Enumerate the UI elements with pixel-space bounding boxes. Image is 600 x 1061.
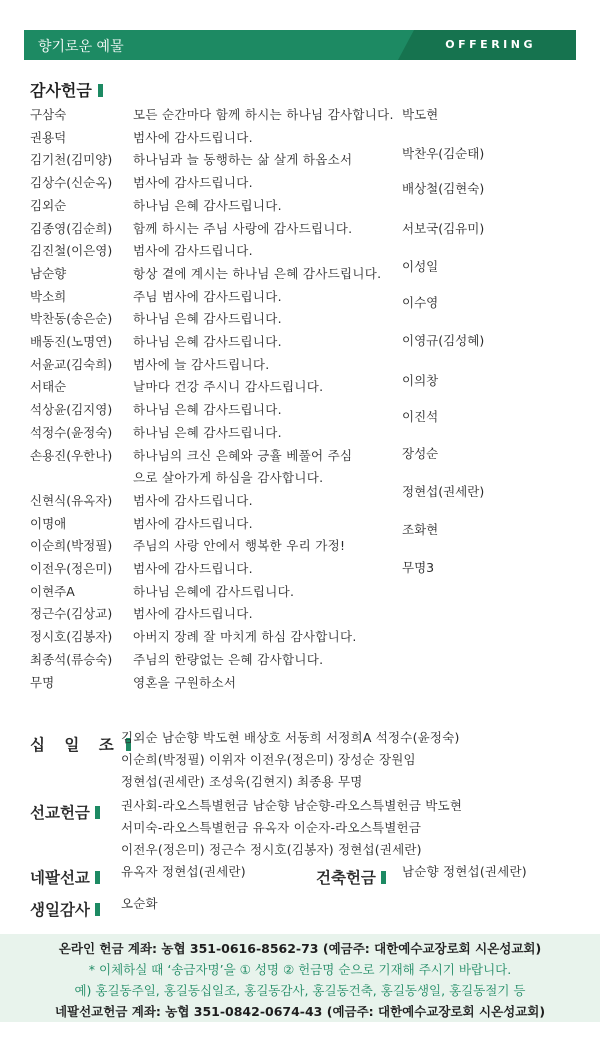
thanks-message: 함께 하시는 주님 사랑에 감사드립니다. bbox=[133, 220, 353, 236]
banner-title: 향기로운 예물 bbox=[38, 39, 124, 55]
donor-name: 신현식(유옥자) bbox=[30, 492, 113, 508]
donor-name: 김기천(김미양) bbox=[30, 152, 113, 168]
section-title-tithe bbox=[30, 733, 131, 755]
thanks-row bbox=[0, 581, 400, 603]
donor-name: 최종석(류승숙) bbox=[30, 651, 113, 667]
thanks-message: 하나님 은혜에 감사드립니다. bbox=[133, 583, 295, 599]
thanks-row bbox=[0, 286, 400, 308]
building-title-text: 건축헌금 bbox=[316, 869, 376, 887]
title-marker bbox=[95, 903, 100, 916]
donor-name: 무명 bbox=[30, 674, 55, 690]
building-value: 남순향 정현섭(권세란) bbox=[402, 864, 527, 879]
donor-name: 이수영 bbox=[402, 295, 439, 310]
transfer-note: * 이체하실 때 ‘송금자명’을 ① 성명 ② 헌금명 순으로 기재해 주시기 바랍니다. bbox=[88, 962, 512, 977]
mission-title-text: 선교헌금 bbox=[30, 804, 90, 822]
thanks-message: 범사에 감사드립니다. bbox=[133, 175, 253, 191]
thanks-row bbox=[0, 558, 400, 580]
mission-line-1: 권사회-라오스특별헌금 남순향 남순향-라오스특별헌금 박도현 bbox=[121, 798, 463, 813]
birthday-value: 오순화 bbox=[121, 896, 158, 911]
donor-name: 장성순 bbox=[402, 446, 439, 461]
donor-name: 권용덕 bbox=[30, 129, 67, 145]
section-title-birthday bbox=[30, 898, 100, 920]
donor-name: 무명3 bbox=[402, 560, 435, 575]
donor-name: 이명애 bbox=[30, 515, 67, 531]
thanks-row bbox=[0, 490, 400, 512]
transfer-example: 예) 홍길동주일, 홍길동십일조, 홍길동감사, 홍길동건축, 홍길동생일, 홍길동절기 등 bbox=[74, 983, 526, 998]
tithe-line-2: 이순희(박정필) 이위자 이전우(정은미) 장성순 장원임 bbox=[121, 752, 416, 767]
thanks-row bbox=[0, 195, 400, 217]
thanks-row bbox=[0, 172, 400, 194]
thanks-row bbox=[0, 218, 400, 240]
thanks-row bbox=[0, 240, 400, 262]
thanks-row bbox=[0, 422, 400, 444]
title-marker bbox=[98, 84, 103, 97]
donor-name: 이현주A bbox=[30, 583, 75, 599]
donor-name: 이진석 bbox=[402, 409, 439, 424]
thanks-row bbox=[0, 513, 400, 535]
thanks-row bbox=[0, 354, 400, 376]
donor-name: 이전우(정은미) bbox=[30, 561, 113, 576]
thanks-message: 주님의 한량없는 은혜 감사합니다. bbox=[133, 651, 324, 667]
donor-name: 김종영(김순희) bbox=[30, 220, 113, 236]
thanks-row bbox=[0, 603, 400, 625]
thanks-message: 하나님 은혜 감사드립니다. bbox=[133, 311, 282, 327]
donor-name: 이순희(박정필) bbox=[30, 538, 113, 554]
thanks-row bbox=[0, 649, 400, 671]
thanks-row bbox=[0, 104, 400, 126]
donor-name: 김상수(신순옥) bbox=[30, 175, 113, 191]
thanks-message: 범사에 늘 감사드립니다. bbox=[133, 356, 270, 372]
donor-name: 석상윤(김지영) bbox=[30, 402, 113, 418]
donor-name: 이의창 bbox=[402, 373, 439, 388]
thanks-row bbox=[0, 263, 400, 285]
thanks-row bbox=[0, 399, 400, 421]
donor-name: 이영규(김성혜) bbox=[402, 333, 485, 348]
section-title-mission bbox=[30, 801, 100, 823]
thanks-message: 하나님의 크신 은혜와 긍휼 베풀어 주심 bbox=[133, 447, 353, 463]
thanks-message: 범사에 감사드립니다. bbox=[133, 243, 253, 259]
thanks-row bbox=[0, 149, 400, 171]
donor-name: 석정수(윤정숙) bbox=[30, 424, 113, 440]
nepal-account-line: 네팔선교헌금 계좌: 농협 351-0842-0674-43 (예금주: 대한예수교장로회 시온성교회) bbox=[54, 1004, 546, 1019]
donor-name: 박도현 bbox=[402, 107, 439, 122]
tithe-title-text: 십 일 조 bbox=[30, 736, 121, 754]
thanks-message: 범사에 감사드립니다. bbox=[133, 492, 253, 508]
title-marker bbox=[381, 871, 386, 884]
thanks-row bbox=[0, 127, 400, 149]
nepal-value: 유옥자 정현섭(권세란) bbox=[121, 864, 246, 879]
birthday-title-text: 생일감사 bbox=[30, 901, 90, 919]
title-marker bbox=[95, 871, 100, 884]
offering-banner bbox=[24, 30, 576, 60]
donor-name: 김외순 bbox=[30, 197, 67, 213]
donor-name: 박찬동(송은순) bbox=[30, 311, 113, 327]
donor-name: 서보국(김유미) bbox=[402, 221, 485, 236]
donor-name: 정근수(김상교) bbox=[30, 606, 113, 622]
thanks-message: 하나님 은혜 감사드립니다. bbox=[133, 424, 282, 440]
section-title-nepal bbox=[30, 866, 100, 888]
mission-line-2: 서미숙-라오스특별헌금 유옥자 이순자-라오스특별헌금 bbox=[121, 820, 422, 835]
donor-name: 이성일 bbox=[402, 259, 439, 274]
thanks-row bbox=[0, 535, 400, 557]
thanks-message: 하나님과 늘 동행하는 삶 살게 하옵소서 bbox=[133, 152, 353, 168]
thanks-row bbox=[0, 626, 400, 648]
account-info-box bbox=[0, 934, 600, 1022]
mission-line-3: 이전우(정은미) 정근수 정시호(김봉자) 정현섭(권세란) bbox=[121, 842, 422, 857]
section-title-thanks bbox=[30, 78, 103, 101]
tithe-line-3: 정현섭(권세란) 조성욱(김현지) 최종용 무명 bbox=[121, 774, 363, 789]
thanks-message: 모든 순간마다 함께 하시는 하나님 감사합니다. bbox=[133, 107, 394, 122]
thanks-message: 주님의 사랑 안에서 행복한 우리 가정! bbox=[133, 538, 346, 554]
donor-name: 김진철(이은영) bbox=[30, 243, 113, 259]
thanks-message: 범사에 감사드립니다. bbox=[133, 515, 253, 531]
donor-name: 손용진(우한나) bbox=[30, 447, 113, 463]
thanks-message: 주님 범사에 감사드립니다. bbox=[133, 288, 282, 304]
thanks-message: 하나님 은혜 감사드립니다. bbox=[133, 334, 282, 349]
thanks-message: 으로 살아가게 하심을 감사합니다. bbox=[133, 470, 324, 486]
thanks-message: 범사에 감사드립니다. bbox=[133, 561, 253, 576]
thanks-row bbox=[0, 308, 400, 330]
banner-subtitle: OFFERING bbox=[445, 38, 536, 51]
thanks-message: 하나님 은혜 감사드립니다. bbox=[133, 402, 282, 418]
thanks-title-text: 감사헌금 bbox=[30, 81, 92, 100]
donor-name: 남순향 bbox=[30, 265, 67, 281]
thanks-row bbox=[0, 467, 400, 489]
title-marker bbox=[95, 806, 100, 819]
donor-name: 서윤교(김숙희) bbox=[30, 356, 113, 372]
donor-name: 박찬우(김순태) bbox=[402, 146, 485, 161]
donor-name: 정현섭(권세란) bbox=[402, 484, 485, 499]
donor-name: 조화현 bbox=[402, 522, 439, 537]
donor-name: 서태순 bbox=[30, 379, 67, 395]
donor-name: 박소희 bbox=[30, 288, 67, 304]
donor-name: 배동진(노명연) bbox=[30, 334, 113, 349]
nepal-title-text: 네팔선교 bbox=[30, 869, 90, 887]
donor-name: 배상철(김현숙) bbox=[402, 181, 485, 196]
thanks-row bbox=[0, 445, 400, 467]
tithe-line-1: 김외순 남순향 박도현 배상호 서동희 서정희A 석정수(윤정숙) bbox=[121, 730, 460, 745]
thanks-message: 영혼을 구원하소서 bbox=[133, 674, 237, 690]
thanks-message: 하나님 은혜 감사드립니다. bbox=[133, 197, 282, 213]
thanks-row bbox=[0, 672, 400, 694]
donor-name: 구삼숙 bbox=[30, 107, 67, 122]
thanks-row bbox=[0, 331, 400, 353]
thanks-message: 항상 곁에 계시는 하나님 은혜 감사드립니다. bbox=[133, 265, 382, 281]
online-account-line: 온라인 헌금 계좌: 농협 351-0616-8562-73 (예금주: 대한예수교장로회 시온성교회) bbox=[58, 941, 542, 956]
thanks-message: 날마다 건강 주시니 감사드립니다. bbox=[133, 379, 324, 395]
thanks-message: 아버지 장례 잘 마치게 하심 감사합니다. bbox=[133, 629, 357, 645]
thanks-row bbox=[0, 376, 400, 398]
section-title-building bbox=[316, 866, 386, 888]
donor-name: 정시호(김봉자) bbox=[30, 629, 113, 645]
thanks-message: 범사에 감사드립니다. bbox=[133, 129, 253, 145]
thanks-message: 범사에 감사드립니다. bbox=[133, 606, 253, 622]
